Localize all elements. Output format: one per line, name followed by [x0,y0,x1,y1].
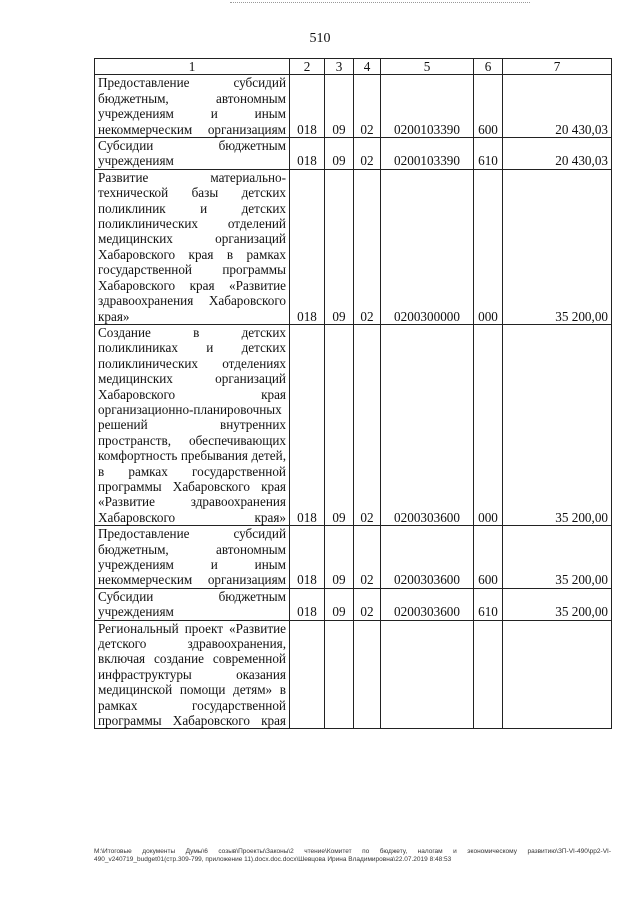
table-row [95,324,612,525]
row-ved [290,620,325,729]
row-ved: 018 [290,138,325,170]
row-vr: 610 [474,588,503,620]
row-csr: 0200300000 [381,169,474,324]
row-sum: 35 200,00 [503,526,612,589]
row-rz: 09 [325,588,354,620]
row-sum: 35 200,00 [503,588,612,620]
table-row [95,75,612,138]
row-pr: 02 [354,588,381,620]
table-row [95,169,612,324]
row-csr [381,620,474,729]
row-rz: 09 [325,324,354,525]
header-col-3: 3 [325,59,354,75]
row-vr: 000 [474,169,503,324]
document-path-footer: M:\Итоговые документы Думы\6 созыв\Проекты\Законы\2 чтение\Комитет по бюджету, налогам и экономическому развитию\ЗП-VI-490\рр2-VI-490_v240719_budget01(стр.309-799, приложение 11).docx.doc.docx\Шевцова Ирина Владимировна\22.07.2019 8:48:53 [94,848,611,863]
row-sum: 20 430,03 [503,75,612,138]
row-name: Субсидии бюджетным учреждениям [95,588,290,620]
row-ved: 018 [290,169,325,324]
row-vr: 600 [474,526,503,589]
row-sum: 35 200,00 [503,169,612,324]
row-vr: 600 [474,75,503,138]
row-csr: 0200303600 [381,526,474,589]
row-rz [325,620,354,729]
row-csr: 0200103390 [381,75,474,138]
row-ved: 018 [290,324,325,525]
row-rz: 09 [325,75,354,138]
row-pr: 02 [354,75,381,138]
row-sum [503,620,612,729]
header-col-7: 7 [503,59,612,75]
table-row [95,588,612,620]
row-pr: 02 [354,169,381,324]
header-col-5: 5 [381,59,474,75]
page-number: 510 [309,31,331,46]
row-sum: 20 430,03 [503,138,612,170]
row-name: Предоставление субсидий бюджетным, автономным учреждениям и иным некоммерческим организациям [95,526,290,589]
header-col-1: 1 [95,59,290,75]
row-vr: 610 [474,138,503,170]
row-name: Субсидии бюджетным учреждениям [95,138,290,170]
header-col-4: 4 [354,59,381,75]
row-csr: 0200303600 [381,588,474,620]
table-row [95,620,612,729]
row-sum: 35 200,00 [503,324,612,525]
budget-table [94,58,612,729]
row-ved: 018 [290,526,325,589]
row-rz: 09 [325,138,354,170]
row-ved: 018 [290,588,325,620]
header-col-2: 2 [290,59,325,75]
row-name: Региональный проект «Развитие детского здравоохранения, включая создание современной инфраструктуры оказания медицинской помощи детям» в рамках государственной программы Хабаровского края [95,620,290,729]
row-pr: 02 [354,526,381,589]
row-vr: 000 [474,324,503,525]
row-csr: 0200303600 [381,324,474,525]
row-name: Создание в детских поликлиниках и детских поликлинических отделениях медицинских организаций Хабаровского края организационно-планировочных решений внутренних пространств, обеспечивающих комфортность пребывания детей, в рамках государственной программы Хабаровского края «Развитие здравоохранения Хабаровского края» [95,324,290,525]
row-vr [474,620,503,729]
table-header-row [95,59,612,75]
row-ved: 018 [290,75,325,138]
row-rz: 09 [325,526,354,589]
header-col-6: 6 [474,59,503,75]
table-row [95,138,612,170]
row-pr [354,620,381,729]
row-pr: 02 [354,324,381,525]
row-name: Предоставление субсидий бюджетным, автономным учреждениям и иным некоммерческим организациям [95,75,290,138]
scan-top-line [230,2,530,4]
table-row [95,526,612,589]
row-rz: 09 [325,169,354,324]
row-csr: 0200103390 [381,138,474,170]
row-pr: 02 [354,138,381,170]
row-name: Развитие материально-технической базы детских поликлиник и детских поликлинических отделений медицинских организаций Хабаровского края в рамках государственной программы Хабаровского края «Развитие здравоохранения Хабаровского края» [95,169,290,324]
